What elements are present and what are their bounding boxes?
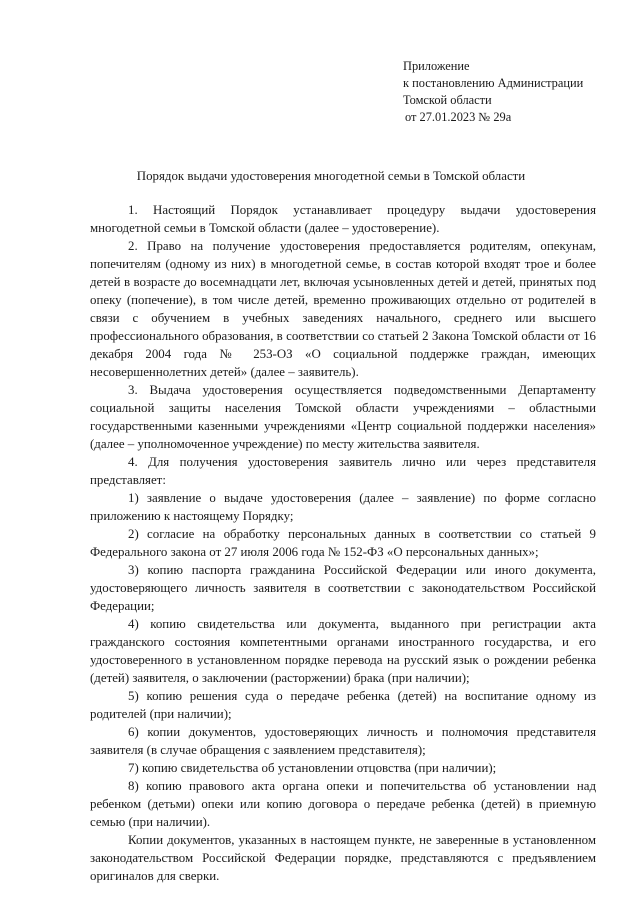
- list-item-1: 1) заявление о выдаче удостоверения (далее – заявление) по форме согласно приложению к настоящему Порядку;: [90, 491, 596, 523]
- appendix-resolution: к постановлению Администрации: [403, 76, 584, 90]
- appendix-label: Приложение: [403, 59, 470, 73]
- appendix-header: [403, 58, 583, 126]
- list-item-8: 8) копию правового акта органа опеки и попечительства об установлении над ребенком (детьми) опеки или копию договора о передаче ребенка (детей) в приемную семью (при наличии).: [90, 779, 596, 829]
- appendix-region: Томской области: [403, 93, 492, 107]
- paragraph-copies-note: Копии документов, указанных в настоящем пункте, не заверенные в установленном законодательством Российской Федерации порядке, представляются с предъявлением оригиналов для сверки.: [90, 833, 596, 883]
- document-title: Порядок выдачи удостоверения многодетной семьи в Томской области: [136, 169, 526, 183]
- list-item-3: 3) копию паспорта гражданина Российской Федерации или иного документа, удостоверяющего личность заявителя в соответствии с законодательством Российской Федерации;: [90, 563, 596, 613]
- paragraph-4: 4. Для получения удостоверения заявитель лично или через представителя представляет:: [90, 455, 596, 487]
- appendix-date-number: от 27.01.2023 № 29а: [405, 110, 512, 124]
- list-item-2: 2) согласие на обработку персональных данных в соответствии со статьей 9 Федерального закона от 27 июля 2006 года № 152-ФЗ «О персональных данных»;: [90, 527, 596, 559]
- list-item-4: 4) копию свидетельства или документа, выданного при регистрации акта гражданского состояния компетентными органами иностранного государства, и его удостоверенного в установленном порядке перевода на русский язык о рождении ребенка (детей) заявителя, о заключении (расторжении) брака (при наличии);: [90, 617, 596, 685]
- paragraph-1: 1. Настоящий Порядок устанавливает процедуру выдачи удостоверения многодетной семьи в Томской области (далее – удостоверение).: [90, 203, 596, 235]
- list-item-5: 5) копию решения суда о передаче ребенка (детей) на воспитание одному из родителей (при наличии);: [90, 689, 596, 721]
- document-body: [90, 201, 596, 885]
- paragraph-2: 2. Право на получение удостоверения предоставляется родителям, опекунам, попечителям (одному из них) в многодетной семье, в состав которой входят трое и более детей в возрасте до восемнадцати лет, включая усыновленных детей и детей, принятых под опеку (попечение), в том числе детей, временно проживающих отдельно от родителей в связи с обучением в учебных заведениях начального, среднего или высшего профессионального образования, в соответствии со статьей 2 Закона Томской области от 16 декабря 2004 года № 253-ОЗ «О социальной поддержке граждан, имеющих несовершеннолетних детей» (далее – заявитель).: [90, 239, 596, 379]
- paragraph-3: 3. Выдача удостоверения осуществляется подведомственными Департаменту социальной защиты населения Томской области учреждениями – областными государственными казенными учреждениями «Центр социальной поддержки населения» (далее – уполномоченное учреждение) по месту жительства заявителя.: [90, 383, 596, 451]
- list-item-7: 7) копию свидетельства об установлении отцовства (при наличии);: [128, 761, 497, 775]
- list-item-6: 6) копии документов, удостоверяющих личность и полномочия представителя заявителя (в случае обращения с заявлением представителя);: [90, 725, 596, 757]
